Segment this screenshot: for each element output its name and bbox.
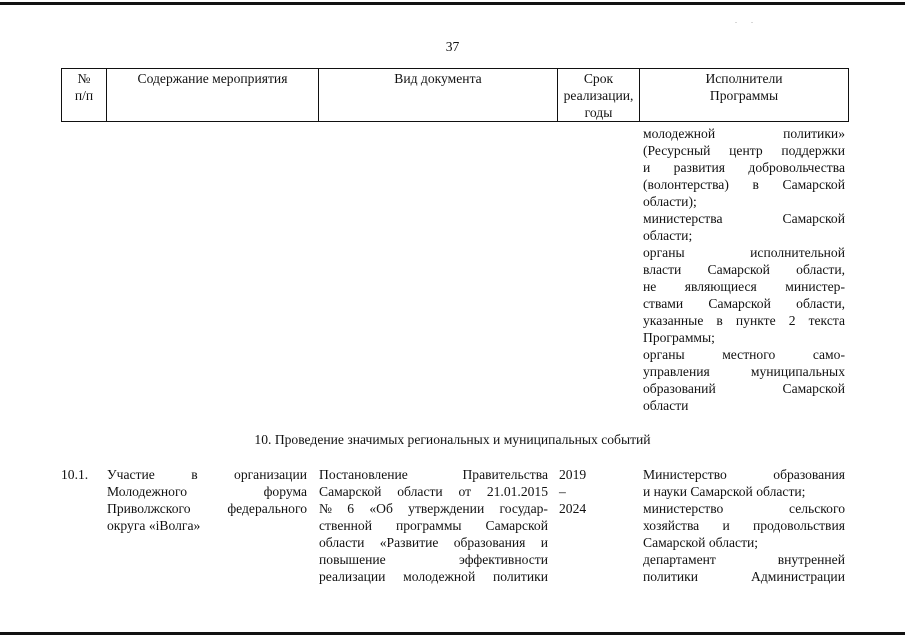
header-content: Содержание мероприятия (106, 68, 318, 122)
word: в (752, 177, 759, 192)
text-line (319, 500, 548, 517)
word: Самарской (782, 211, 845, 226)
word: не (643, 279, 657, 294)
header-period: Срок реализации, годы (557, 68, 639, 122)
text-line: области (643, 398, 689, 413)
executors-continuation (643, 125, 845, 414)
word: сельского (789, 501, 845, 516)
word: внутренней (777, 552, 845, 567)
header-doc-type: Вид документа (318, 68, 557, 122)
word: министерства (643, 211, 723, 226)
word: центр (729, 143, 763, 158)
row-period: 2019 – 2024 (559, 467, 587, 516)
text-line: Самарской области; (643, 535, 759, 550)
word: молодежной (403, 569, 476, 584)
word: (Ресурсный (643, 143, 711, 158)
text-line (643, 176, 845, 193)
word: области, (796, 296, 845, 311)
word: и (540, 535, 548, 550)
word: (волонтерства) (643, 177, 729, 192)
word: и (643, 160, 651, 175)
word: добровольчества (748, 160, 845, 175)
text-line (643, 278, 845, 295)
text-line: округа «iВолга» (107, 518, 201, 533)
word: Администрации (751, 569, 845, 584)
text-line (319, 517, 548, 534)
header-executors: Исполнители Программы (639, 68, 849, 122)
text-line: и науки Самарской области; (643, 484, 806, 499)
word: форума (263, 484, 307, 499)
word: «Развитие (379, 535, 439, 550)
text-line (107, 483, 307, 500)
word: эффективности (458, 552, 548, 567)
word: Министерство (643, 467, 727, 482)
row-content (107, 466, 307, 534)
text-line (643, 517, 845, 534)
text-line (643, 466, 845, 483)
word: и (722, 518, 730, 533)
word: местного (722, 347, 776, 362)
word: в (191, 467, 198, 482)
page-number: 37 (445, 39, 460, 54)
word: ствами (643, 296, 684, 311)
word: № (319, 501, 332, 516)
text-line (107, 466, 307, 483)
word: министер- (785, 279, 845, 294)
word: утверждении (408, 501, 485, 516)
text-line (643, 210, 845, 227)
word: хозяйства (643, 518, 700, 533)
text-line (643, 568, 845, 585)
word: в (716, 313, 723, 328)
text-line (643, 363, 845, 380)
text-line: области); (643, 194, 697, 209)
word: Правительства (462, 467, 548, 482)
text-line (643, 380, 845, 397)
text-line (319, 568, 548, 585)
header-num: № п/п (61, 68, 106, 122)
word: органы (643, 245, 685, 260)
word: Постановление (319, 467, 408, 482)
word: Самарской (485, 518, 548, 533)
word: Самарской (707, 262, 770, 277)
word: области (397, 484, 443, 499)
text-line (643, 125, 845, 142)
word: управления (643, 364, 710, 379)
word: органы (643, 347, 685, 362)
word: пункте (735, 313, 776, 328)
text-line: области; (643, 228, 693, 243)
text-line (643, 346, 845, 363)
bottom-border-line (0, 632, 905, 635)
word: текста (808, 313, 845, 328)
word: от (458, 484, 472, 499)
text-line: Программы; (643, 330, 715, 345)
word: 21.01.2015 (486, 484, 548, 499)
word: области, (796, 262, 845, 277)
word: молодежной (643, 126, 716, 141)
text-line (107, 500, 307, 517)
word: власти (643, 262, 682, 277)
text-line (643, 500, 845, 517)
word: повышение (319, 552, 386, 567)
word: 2 (788, 313, 796, 328)
word: Самарской (319, 484, 382, 499)
word: образований (643, 381, 716, 396)
text-line (643, 159, 845, 176)
word: исполнительной (750, 245, 845, 260)
row-executors (643, 466, 845, 585)
word: «Об (369, 501, 393, 516)
scan-specks: . . (735, 16, 759, 25)
word: программы (395, 518, 462, 533)
word: федерального (227, 501, 307, 516)
word: политики» (783, 126, 845, 141)
word: образования (773, 467, 845, 482)
word: продовольствия (752, 518, 845, 533)
word: само- (812, 347, 845, 362)
word: являющиеся (684, 279, 757, 294)
word: департамент (643, 552, 716, 567)
word: Самарской (782, 381, 845, 396)
text-line (643, 244, 845, 261)
top-border-line (0, 2, 905, 5)
text-line (643, 142, 845, 159)
word: указанные (643, 313, 704, 328)
word: Молодежного (107, 484, 188, 499)
word: Участие (107, 467, 155, 482)
word: развития (673, 160, 726, 175)
word: 6 (347, 501, 355, 516)
text-line (319, 534, 548, 551)
word: политики (643, 569, 699, 584)
word: Самарской (782, 177, 845, 192)
word: Самарской (708, 296, 771, 311)
word: образования (453, 535, 526, 550)
word: ственной (319, 518, 372, 533)
word: министерство (643, 501, 724, 516)
text-line (643, 261, 845, 278)
word: государ- (499, 501, 548, 516)
text-line (643, 295, 845, 312)
text-line (643, 551, 845, 568)
text-line (319, 483, 548, 500)
word: Приволжского (107, 501, 191, 516)
word: области (319, 535, 365, 550)
text-line (319, 466, 548, 483)
word: реализации (319, 569, 386, 584)
row-number: 10.1. (61, 467, 89, 482)
word: политики (492, 569, 548, 584)
word: поддержки (781, 143, 845, 158)
word: организации (234, 467, 307, 482)
row-doc-type (319, 466, 548, 585)
text-line (319, 551, 548, 568)
section-title: 10. Проведение значимых региональных и муниципальных событий (254, 432, 651, 447)
word: муниципальных (750, 364, 845, 379)
text-line (643, 312, 845, 329)
